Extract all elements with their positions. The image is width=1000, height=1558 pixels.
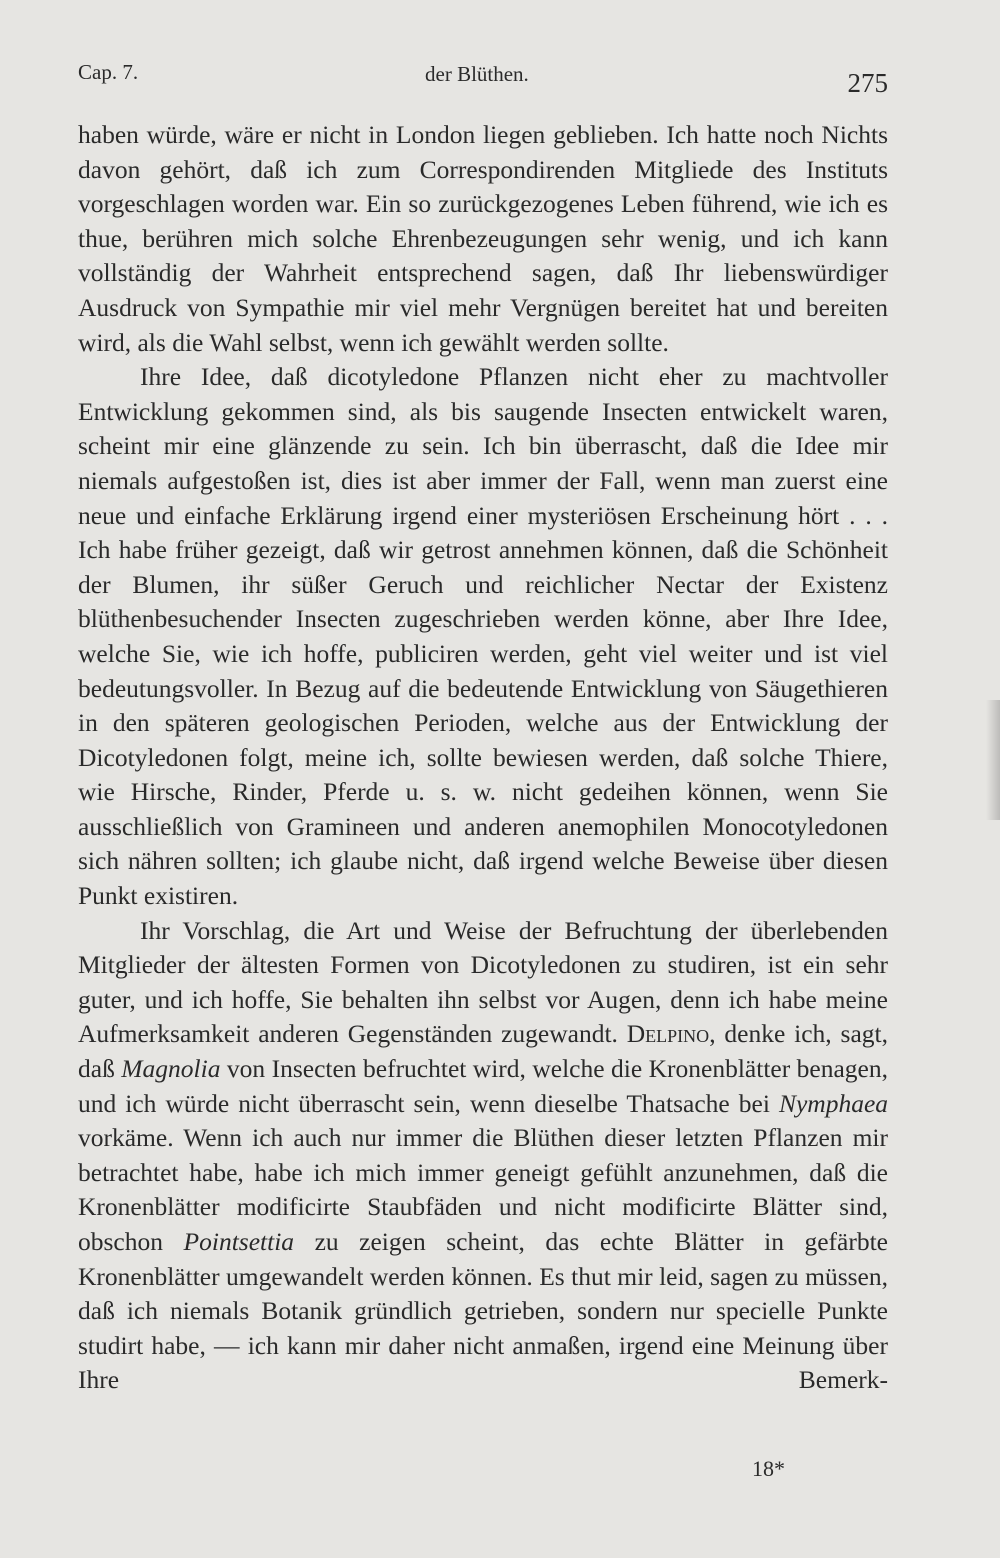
- paragraph-3-text-c: von Insecten befruchtet wird, welche die Kronenblätter benagen, und ich würde nicht überrascht sein, wenn dieselbe Thatsache bei: [78, 1054, 889, 1118]
- body-text: [78, 118, 888, 1398]
- paragraph-3-text-b: , denke ich, sagt, daß: [78, 1019, 888, 1084]
- author-name-delpino: Delpino: [626, 1019, 710, 1049]
- chapter-label: Cap. 7.: [78, 60, 139, 84]
- taxon-nymphaea: Nymphaea: [778, 1088, 889, 1118]
- paragraph-3-text-a: Ihr Vorschlag, die Art und Weise der Befruchtung der überlebenden Mitglieder der ältesten Formen von Dicotyledonen zu studiren, ist ein sehr guter, und ich hoffe, Sie behalten ihn selbst vor Augen, denn ich habe meine Aufmerksamkeit anderen Gegenständen zugewandt.: [78, 915, 888, 1049]
- taxon-magnolia: Magnolia: [121, 1054, 221, 1084]
- paragraph-3-text-d: vorkäme. Wenn ich auch nur immer die Blüthen dieser letzten Pflanzen mir betrachtet habe, habe ich mich immer geneigt gefühlt anzunehmen, daß die Kronenblätter modificirte Staubfäden und nicht modificirte Blätter sind, obschon: [78, 1123, 888, 1256]
- running-header: [78, 58, 888, 98]
- paragraph-2: Ihre Idee, daß dicotyledone Pflanzen nicht eher zu machtvoller Entwicklung gekommen sind, als bis saugende Insecten entwickelt waren, scheint mir eine glänzende zu sein. Ich bin überrascht, daß die Idee mir niemals aufgestoßen ist, dies ist aber immer der Fall, wenn man zuerst eine neue und einfache Erklärung irgend einer mysteriösen Erscheinung hört . . . Ich habe früher gezeigt, daß wir getrost annehmen können, daß die Schönheit der Blumen, ihr süßer Geruch und reichlicher Nectar der Existenz blüthenbesuchender Insecten zugeschrieben werden könne, aber Ihre Idee, welche Sie, wie ich hoffe, publiciren werden, geht viel weiter und ist viel bedeutungsvoller. In Bezug auf die bedeutende Entwicklung von Säugethieren in den späteren geologischen Perioden, welche aus der Entwicklung der Dicotyledonen folgt, meine ich, sollte bewiesen werden, daß solche Thiere, wie Hirsche, Rinder, Pferde u. s. w. nicht gedeihen können, wenn Sie ausschließlich von Gramineen und anderen anemophilen Monocotyledonen sich nähren sollten; ich glaube nicht, daß irgend welche Beweise über diesen Punkt existiren.: [78, 362, 888, 911]
- page-number: 275: [847, 68, 888, 98]
- paragraph-3: [78, 914, 888, 1398]
- paragraph-3-text-e: zu zeigen scheint, das echte Blätter in gefärbte Kronenblätter umgewandelt werden können. Es thut mir leid, sagen zu müssen, daß ich niemals Botanik gründlich getrieben, sondern nur specielle Punkte studirt habe, — ich kann mir daher nicht anmaßen, irgend eine Meinung über Ihre Bemerk-: [78, 1227, 888, 1395]
- running-title: der Blüthen.: [425, 62, 529, 86]
- signature-mark: 18*: [752, 1456, 785, 1481]
- taxon-poinsettia: Pointsettia: [183, 1227, 295, 1256]
- page-edge-shadow: [986, 700, 1000, 820]
- paragraph-1: haben würde, wäre er nicht in London liegen geblieben. Ich hatte noch Nichts davon gehört, daß ich zum Correspondirenden Mitgliede des Instituts vorgeschlagen worden war. Ein so zurückgezogenes Leben führend, wie ich es thue, berühren mich solche Ehrenbezeugungen sehr wenig, und ich kann vollständig der Wahrheit entsprechend sagen, daß Ihr liebenswürdiger Ausdruck von Sympathie mir viel mehr Vergnügen bereitet hat und bereiten wird, als die Wahl selbst, wenn ich gewählt werden sollte.: [78, 120, 888, 357]
